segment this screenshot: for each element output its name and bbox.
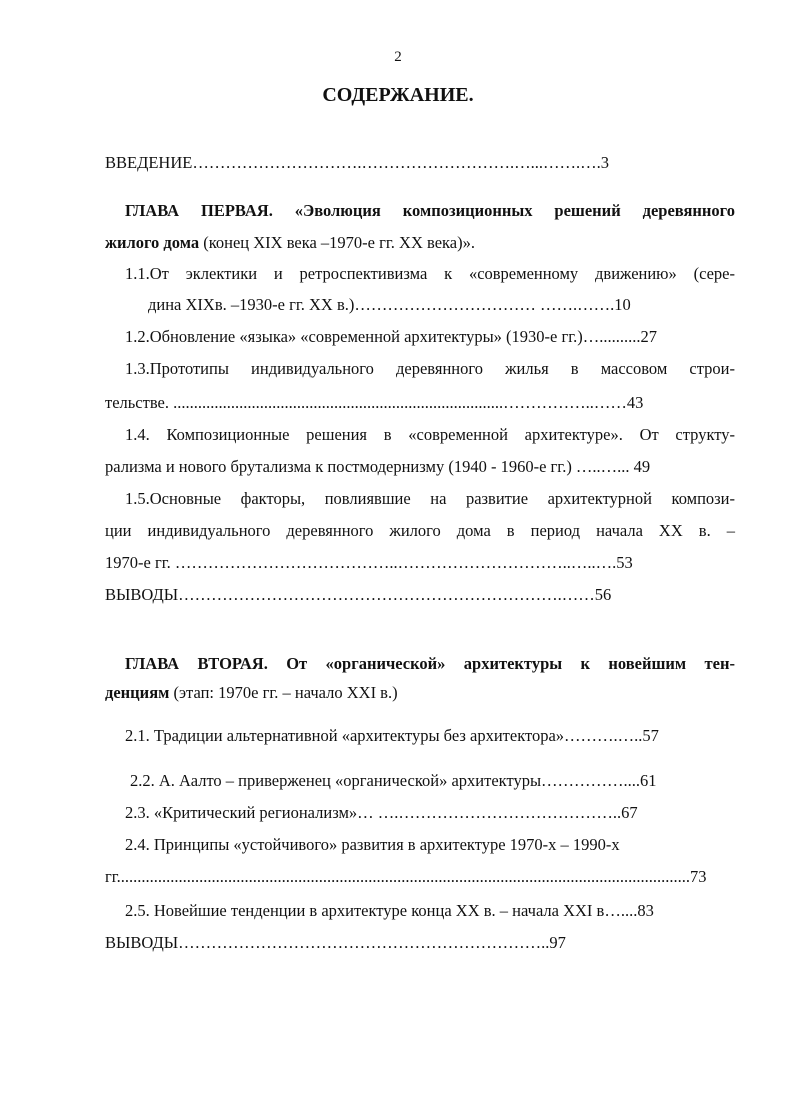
toc-entry-1-2: 1.2.Обновление «языка» «современной архитектуры» (1930-е гг.)…..........27 xyxy=(125,327,658,346)
chapter1-heading-line2 xyxy=(105,232,735,254)
toc-entry-chapter2-conclusions: ВЫВОДЫ…………………………………………………………..97 xyxy=(105,933,566,952)
toc-entry-2-4-line2: гг...........................................................................................................................................73 xyxy=(105,867,707,886)
toc-entry-2-4-line1: 2.4. Принципы «устойчивого» развития в архитектуре 1970-х – 1990-х xyxy=(125,835,620,854)
toc-entry-2-3: 2.3. «Критический регионализм»… ….…………………………………..67 xyxy=(125,803,638,822)
toc-entry-2-1: 2.1. Традиции альтернативной «архитектуры без архитектора»……….…..57 xyxy=(125,726,659,745)
toc-entry-1-5-line3: 1970-е гг. …………………………………..…………………………..…..….53 xyxy=(105,553,633,572)
toc-entry-1-5-line1: 1.5.Основные факторы, повлиявшие на развитие архитектурной компози- xyxy=(125,489,735,508)
chapter1-heading-period: (конец XIX века –1970-е гг. XX века)». xyxy=(199,233,475,252)
toc-entry-intro: ВВЕДЕНИЕ………………………….……………………….…...…….….3 xyxy=(105,153,609,172)
chapter1-heading-title: «Эволюция композиционных решений деревянного xyxy=(272,201,735,220)
toc-entry-1-3-line2: тельстве. ................................................................................……………..……43 xyxy=(105,393,644,412)
toc-entry-1-1-line1: 1.1.От эклектики и ретроспективизма к «современному движению» (сере- xyxy=(125,264,735,283)
toc-entry-1-4-line2: рализма и нового брутализма к постмодернизму (1940 - 1960-е гг.) …..…... 49 xyxy=(105,457,651,476)
toc-entry-1-1-line2: дина XIXв. –1930-е гг. XX в.)…………………………… …….…….10 xyxy=(148,295,631,314)
toc-entry-1-4-line1: 1.4. Композиционные решения в «современной архитектуре». От структу- xyxy=(125,425,735,444)
chapter2-heading-period: (этап: 1970е гг. – начало XXI в.) xyxy=(169,683,398,702)
toc-entry-1-5-line2: ции индивидуального деревянного жилого дома в период начала XX в. – xyxy=(105,521,735,540)
toc-entry-2-2: 2.2. А. Аалто – приверженец «органической» архитектуры……………....61 xyxy=(130,771,657,790)
page-title: СОДЕРЖАНИЕ. xyxy=(322,84,474,106)
toc-entry-1-3-line1: 1.3.Прототипы индивидуального деревянного жилья в массовом строи- xyxy=(125,359,735,378)
page-number: 2 xyxy=(394,49,402,65)
toc-entry-2-5: 2.5. Новейшие тенденции в архитектуре конца XX в. – начала XXI в…....83 xyxy=(125,901,654,920)
chapter2-heading-line1 xyxy=(125,653,735,675)
toc-entry-chapter1-conclusions: ВЫВОДЫ…………………………………………………………….……56 xyxy=(105,585,612,604)
chapter2-heading-title-end: денциям xyxy=(105,683,170,702)
chapter2-heading-title: ГЛАВА ВТОРАЯ. От «органической» архитектуры к новейшим тен- xyxy=(125,654,735,673)
chapter1-heading-label: ГЛАВА ПЕРВАЯ. xyxy=(125,201,273,220)
chapter2-heading-line2 xyxy=(105,682,735,704)
chapter1-heading-title-end: жилого дома xyxy=(105,233,200,252)
chapter1-heading-line1 xyxy=(125,200,735,222)
